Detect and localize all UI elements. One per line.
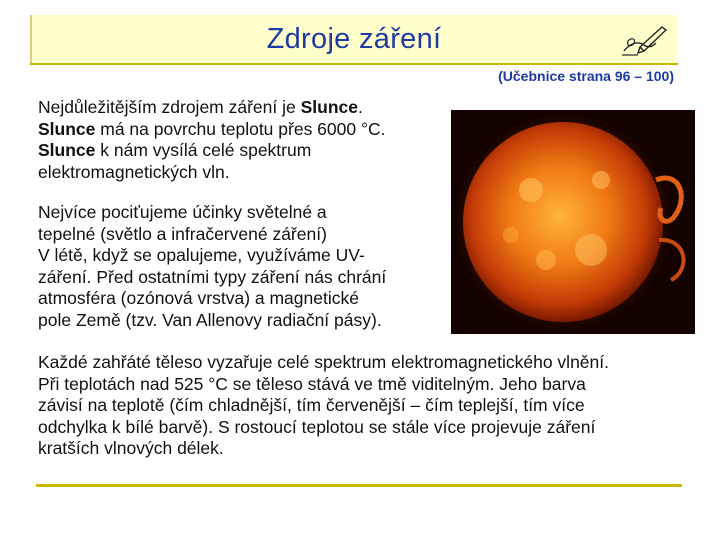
text-line: závisí na teplotě (čím chladnější, tím červenější – čím teplejší, tím více <box>38 395 585 415</box>
text-line: Při teplotách nad 525 °C se těleso stává ve tmě viditelným. Jeho barva <box>38 373 586 394</box>
text-line: Každé zahřáté těleso vyzařuje celé spektrum elektromagnetického vlnění. <box>38 352 609 372</box>
page-title: Zdroje záření <box>266 23 442 55</box>
text-line: Nejdůležitějším zdrojem záření je Slunce. <box>38 97 363 117</box>
text-line: Slunce má na povrchu teplotu přes 6000 °C. <box>38 118 386 139</box>
bottom-divider <box>36 484 682 487</box>
text-line: odchylka k bílé barvě). S rostoucí teplotou se stále více projevuje záření <box>38 416 596 437</box>
text-line: záření. Před ostatními typy záření nás chrání <box>38 266 387 287</box>
sun-photo <box>451 110 695 334</box>
title-bar <box>30 15 678 65</box>
text-line: kratších vlnových délek. <box>38 438 224 458</box>
text-line: pole Země (tzv. Van Allenovy radiační pásy). <box>38 309 382 330</box>
text-line: V létě, když se opalujeme, využíváme UV- <box>38 245 365 265</box>
text-line: tepelné (světlo a infračervené záření) <box>38 223 327 244</box>
text-line: atmosféra (ozónová vrstva) a magnetické <box>38 288 359 308</box>
sun-image <box>451 110 695 334</box>
paragraph-effects <box>38 202 448 331</box>
paragraph-thermal-radiation <box>38 352 708 460</box>
text-line: Nejvíce pociťujeme účinky světelné a <box>38 202 327 222</box>
paragraph-sun-intro <box>38 97 448 183</box>
text-line: Slunce k nám vysílá celé spektrum <box>38 140 312 160</box>
text-line: elektromagnetických vln. <box>38 161 230 182</box>
textbook-reference: (Učebnice strana 96 – 100) <box>498 68 674 84</box>
hand-writing-icon <box>618 21 670 59</box>
